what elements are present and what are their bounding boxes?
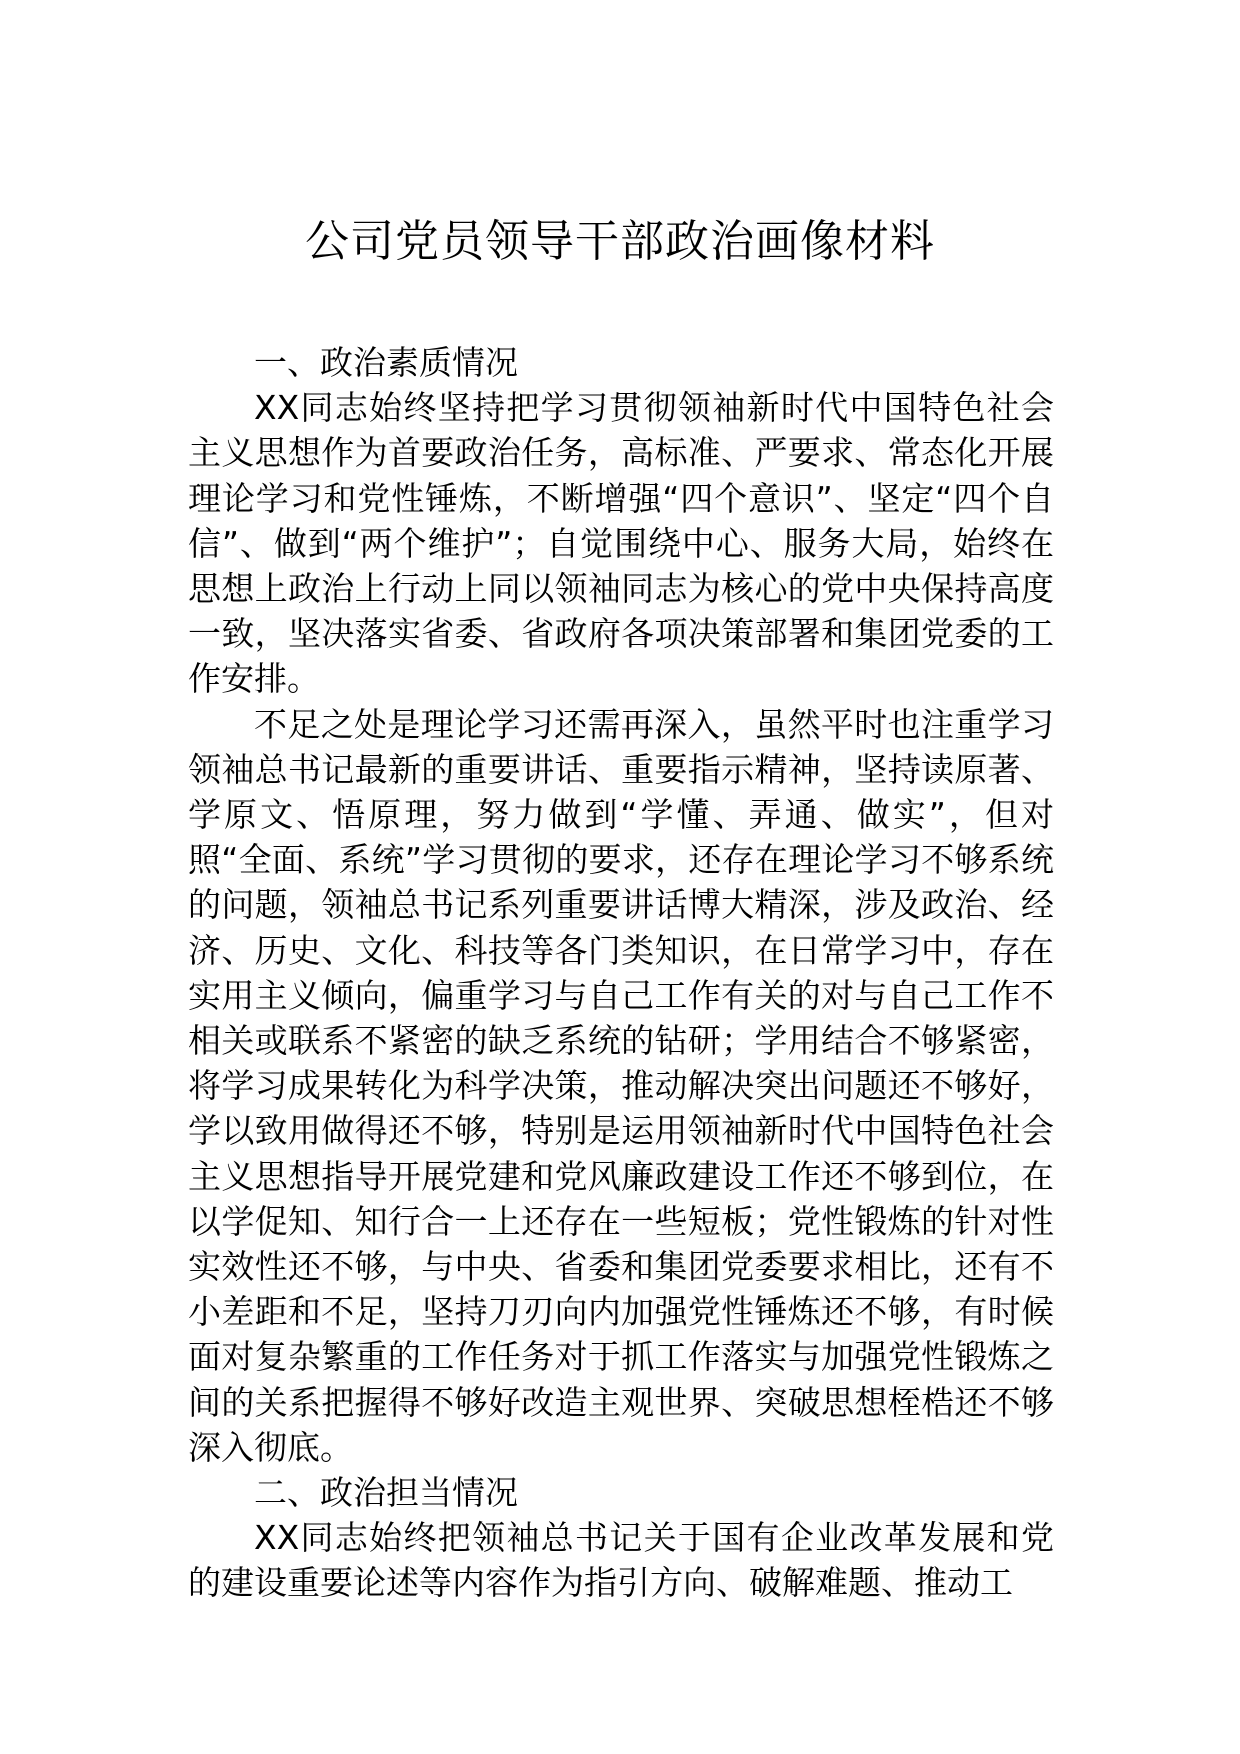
paragraph-political-quality-shortcomings: 不足之处是理论学习还需再深入，虽然平时也注重学习领袖总书记最新的重要讲话、重要指示精神，坚持读原著、学原文、悟原理，努力做到“学懂、弄通、做实”，但对照“全面、系统”学习贯彻的要求，还存在理论学习不够系统的问题，领袖总书记系列重要讲话博大精深，涉及政治、经济、历史、文化、科技等各门类知识，在日常学习中，存在实用主义倾向，偏重学习与自己工作有关的对与自己工作不相关或联系不紧密的缺乏系统的钻研；学用结合不够紧密，将学习成果转化为科学决策，推动解决突出问题还不够好，学以致用做得还不够，特别是运用领袖新时代中国特色社会主义思想指导开展党建和党风廉政建设工作还不够到位，在以学促知、知行合一上还存在一些短板；党性锻炼的针对性实效性还不够，与中央、省委和集团党委要求相比，还有不小差距和不足，坚持刀刃向内加强党性锤炼还不够，有时候面对复杂繁重的工作任务对于抓工作落实与加强党性锻炼之间的关系把握得不够好改造主观世界、突破思想桎梏还不够深入彻底。 bbox=[188, 704, 1054, 1467]
document-body bbox=[188, 340, 1054, 1606]
paragraph-political-responsibility-summary: XX同志始终把领袖总书记关于国有企业改革发展和党的建设重要论述等内容作为指引方向、破解难题、推动工 bbox=[188, 1518, 1054, 1603]
section-heading-political-quality: 一、政治素质情况 bbox=[254, 343, 518, 382]
section-heading-political-responsibility: 二、政治担当情况 bbox=[254, 1473, 518, 1513]
paragraph-political-quality-summary: XX同志始终坚持把学习贯彻领袖新时代中国特色社会主义思想作为首要政治任务，高标准、严要求、常态化开展理论学习和党性锤炼，不断增强“四个意识”、坚定“四个自信”、做到“两个维护”；自觉围绕中心、服务大局，始终在思想上政治上行动上同以领袖同志为核心的党中央保持高度一致，坚决落实省委、省政府各项决策部署和集团党委的工作安排。 bbox=[188, 388, 1054, 699]
document-title: 公司党员领导干部政治画像材料 bbox=[305, 216, 935, 267]
